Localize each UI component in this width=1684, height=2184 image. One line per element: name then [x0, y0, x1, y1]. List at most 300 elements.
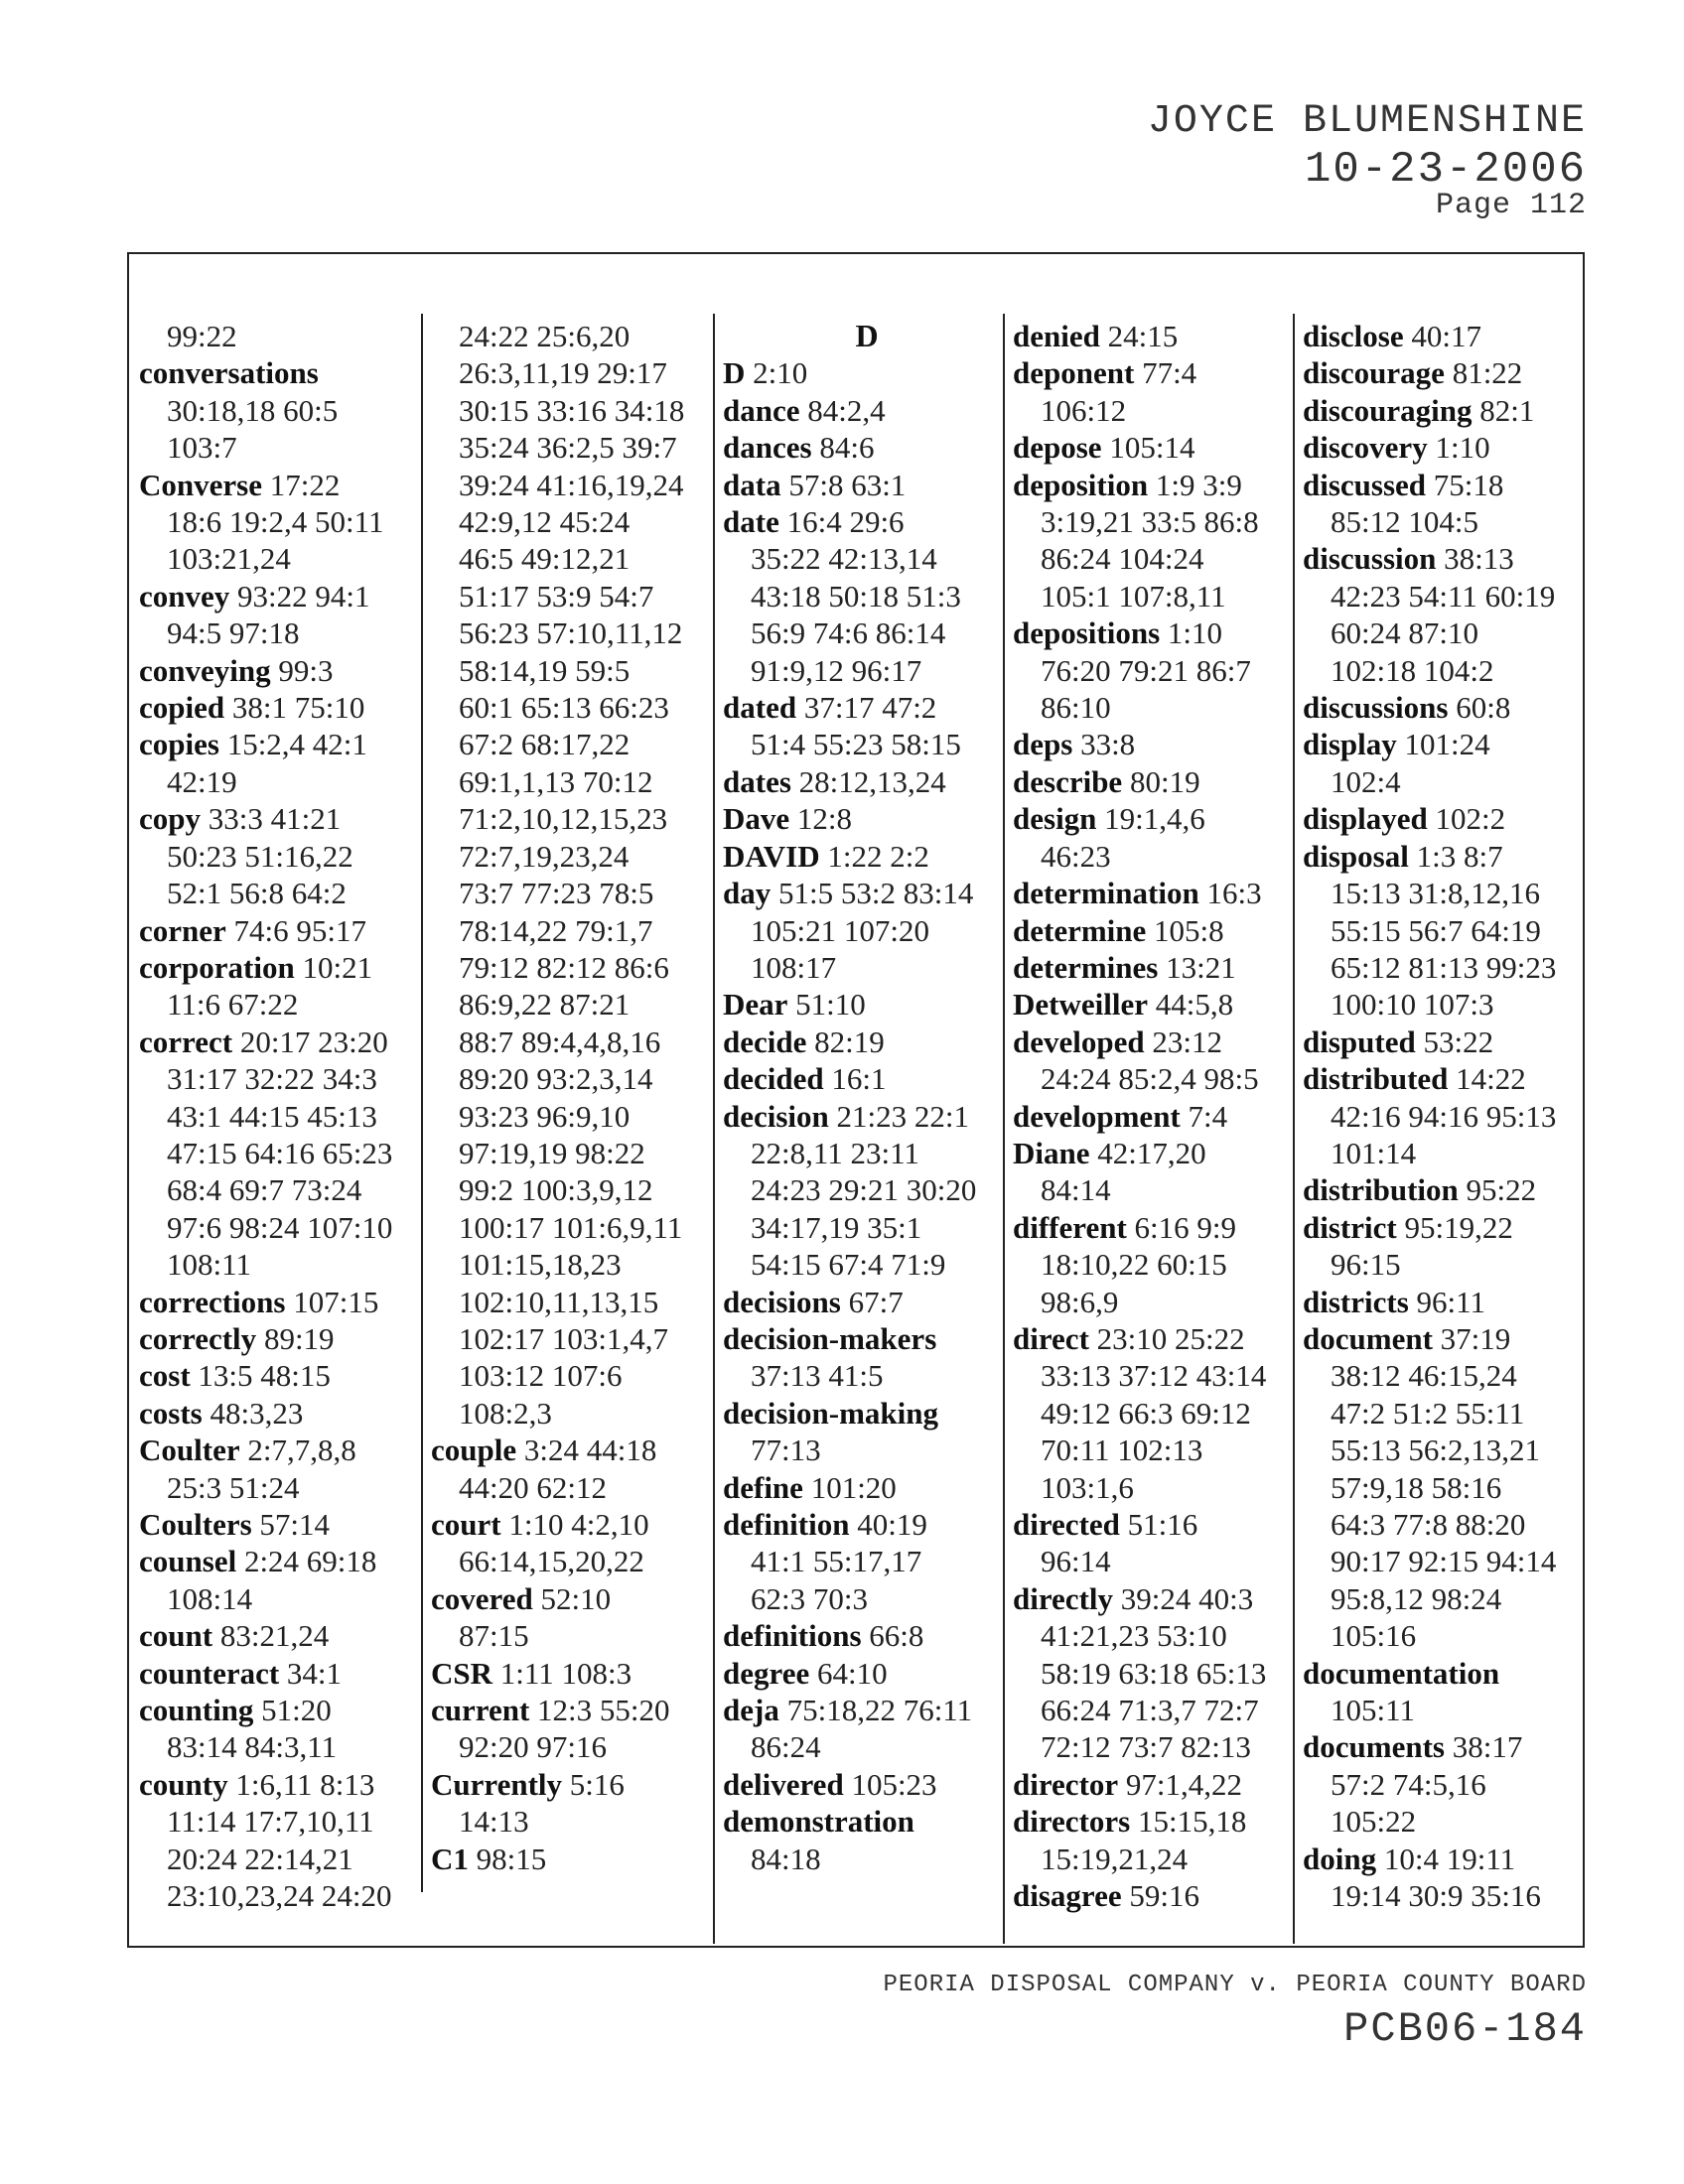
index-entry	[1013, 1024, 1301, 1098]
page-line-reference: 93:22 94:1	[237, 578, 370, 614]
page-line-reference: 89:20 93:2,3,14	[459, 1061, 653, 1097]
page-line-reference: 103:1,6	[1041, 1469, 1134, 1505]
page-line-reference: 31:17 32:22 34:3	[167, 1061, 377, 1097]
page-line-reference: 58:19 63:18 65:13	[1041, 1655, 1267, 1691]
index-entry	[723, 1024, 1011, 1060]
page-line-reference: 44:5,8	[1155, 987, 1234, 1023]
page-line-reference: 47:15 64:16 65:23	[167, 1135, 393, 1170]
index-entry	[139, 726, 419, 800]
page-line-reference: 95:22	[1466, 1172, 1537, 1208]
index-term: convey	[139, 578, 230, 614]
page-line-reference: 1:3 8:7	[1416, 838, 1503, 874]
page-line-reference: 105:22	[1331, 1804, 1417, 1840]
index-entry	[431, 1655, 719, 1692]
index-entry	[1013, 1098, 1301, 1135]
page-line-reference: 86:24	[751, 1729, 821, 1765]
page-line-reference: 38:13	[1444, 541, 1514, 577]
page-line-reference: 42:17,20	[1097, 1135, 1206, 1170]
page-line-reference: 24:22 25:6,20	[459, 319, 631, 353]
page-line-reference: 98:15	[476, 1841, 547, 1876]
page-line-reference: 69:1,1,13 70:12	[459, 763, 653, 799]
page-line-reference: 108:11	[167, 1247, 251, 1283]
index-entry	[1303, 689, 1583, 726]
index-entry	[431, 1841, 719, 1877]
section-letter: D	[855, 318, 879, 353]
index-term: DAVID	[723, 838, 820, 874]
column-divider	[1003, 314, 1005, 1944]
page-line-reference: 23:10 25:22	[1096, 1320, 1245, 1356]
page-line-reference: 102:2	[1435, 801, 1506, 837]
page-line-reference: 70:11 102:13	[1041, 1433, 1203, 1468]
index-entry	[1013, 986, 1301, 1023]
index-term: displayed	[1303, 801, 1428, 837]
deposition-date: 10-23-2006	[1304, 145, 1587, 195]
index-entry	[723, 1655, 1011, 1692]
page-line-reference: 75:18,22 76:11	[786, 1693, 973, 1728]
index-term: deponent	[1013, 355, 1135, 391]
page-line-reference: 94:5 97:18	[167, 615, 300, 651]
page-line-reference: 57:9,18 58:16	[1331, 1469, 1502, 1505]
index-entry	[1013, 1580, 1301, 1766]
index-entry	[1013, 1877, 1301, 1914]
index-term: definition	[723, 1507, 850, 1542]
page-line-reference: 25:3 51:24	[167, 1469, 300, 1505]
index-entry	[1303, 1655, 1583, 1729]
page-line-reference: 24:24 85:2,4 98:5	[1041, 1061, 1259, 1097]
index-entry	[139, 1320, 419, 1357]
index-column-4	[1013, 318, 1301, 1914]
index-term: disagree	[1013, 1878, 1122, 1914]
page-line-reference: 76:20 79:21 86:7	[1041, 652, 1251, 688]
index-entry	[139, 800, 419, 911]
index-entry	[723, 689, 1011, 763]
index-term: corporation	[139, 949, 295, 985]
page-line-reference: 15:13 31:8,12,16	[1331, 876, 1540, 911]
page-line-reference: 101:24	[1404, 727, 1490, 762]
index-entry	[723, 1098, 1011, 1284]
page-line-reference: 49:12 66:3 69:12	[1041, 1395, 1251, 1431]
page-line-reference: 86:10	[1041, 690, 1111, 726]
page-line-reference: 6:16 9:9	[1134, 1209, 1237, 1245]
page-line-reference: 1:10	[1435, 430, 1490, 466]
index-term: delivered	[723, 1766, 844, 1802]
index-entry	[1013, 800, 1301, 875]
index-entry	[139, 1284, 419, 1320]
page-line-reference: 57:14	[259, 1507, 331, 1542]
page-line-reference: 80:19	[1129, 763, 1200, 799]
page-line-reference: 11:6 67:22	[167, 987, 299, 1023]
page-line-reference: 48:3,23	[210, 1395, 304, 1431]
index-entry	[1303, 838, 1583, 1024]
page-line-reference: 24:23 29:21 30:20	[751, 1172, 977, 1208]
page-line-reference: 66:24 71:3,7 72:7	[1041, 1693, 1259, 1728]
page-line-reference: 52:1 56:8 64:2	[167, 876, 347, 911]
index-column-2	[431, 318, 719, 1877]
page-line-reference: 98:6,9	[1041, 1284, 1119, 1319]
page-line-reference: 62:3 70:3	[751, 1580, 868, 1616]
page-line-reference: 59:16	[1129, 1878, 1200, 1914]
index-entry	[139, 1617, 419, 1654]
index-term: copied	[139, 690, 225, 726]
page-line-reference: 41:1 55:17,17	[751, 1544, 922, 1579]
page-line-reference: 30:18,18 60:5	[167, 392, 339, 428]
index-entry	[723, 1320, 1011, 1395]
page-line-reference: 105:8	[1154, 912, 1224, 948]
page-line-reference: 55:13 56:2,13,21	[1331, 1433, 1540, 1468]
page-line-reference: 41:21,23 53:10	[1041, 1618, 1227, 1654]
page-line-reference: 7:4	[1188, 1098, 1228, 1134]
page-line-reference: 33:13 37:12 43:14	[1041, 1358, 1267, 1394]
page-line-reference: 66:8	[869, 1618, 924, 1654]
page-line-reference: 15:19,21,24	[1041, 1841, 1189, 1876]
index-term: correctly	[139, 1320, 257, 1356]
index-entry	[1303, 1284, 1583, 1320]
index-entry	[1303, 540, 1583, 689]
page-line-reference: 57:8 63:1	[788, 467, 907, 502]
index-entry	[723, 503, 1011, 689]
index-term: discussion	[1303, 541, 1437, 577]
index-entry	[139, 1357, 419, 1394]
index-entry	[1303, 467, 1583, 541]
page-line-reference: 96:15	[1331, 1247, 1401, 1283]
index-term: developed	[1013, 1024, 1145, 1059]
index-entry	[723, 1617, 1011, 1654]
page-line-reference: 72:12 73:7 82:13	[1041, 1729, 1251, 1765]
index-entry	[723, 1395, 1011, 1469]
page-line-reference: 19:1,4,6	[1104, 801, 1205, 837]
index-term: Coulter	[139, 1433, 240, 1468]
page-line-reference: 24:15	[1107, 319, 1179, 353]
index-entry	[139, 467, 419, 578]
index-term: copies	[139, 727, 219, 762]
index-entry	[139, 1766, 419, 1915]
index-entry	[431, 1766, 719, 1841]
index-term: directors	[1013, 1804, 1131, 1840]
index-term: county	[139, 1766, 228, 1802]
index-entry	[723, 1284, 1011, 1320]
index-term: director	[1013, 1766, 1119, 1802]
index-term: discourage	[1303, 355, 1445, 391]
index-term: define	[723, 1469, 803, 1505]
page-line-reference: 39:24 41:16,19,24	[459, 467, 684, 502]
index-entry	[1303, 354, 1583, 391]
index-term: copy	[139, 801, 201, 837]
index-term: correct	[139, 1024, 233, 1059]
page-line-reference: 105:21 107:20	[751, 912, 929, 948]
page-line-reference: 97:6 98:24 107:10	[167, 1209, 393, 1245]
index-term: Dave	[723, 801, 790, 837]
index-term: discouraging	[1303, 392, 1473, 428]
index-term: directed	[1013, 1507, 1120, 1542]
page-line-reference: 57:2 74:5,16	[1331, 1766, 1486, 1802]
page-line-reference: 88:7 89:4,4,8,16	[459, 1024, 661, 1059]
page-line-reference: 43:18 50:18 51:3	[751, 578, 961, 614]
page-line-reference: 28:12,13,24	[798, 763, 946, 799]
page-line-reference: 37:17 47:2	[803, 690, 937, 726]
page-line-reference: 19:14 30:9 35:16	[1331, 1878, 1541, 1914]
index-entry	[1013, 912, 1301, 949]
index-entry	[1013, 875, 1301, 911]
index-term: design	[1013, 801, 1097, 837]
index-frame	[127, 252, 1585, 1948]
index-term: decide	[723, 1024, 807, 1059]
page-line-reference: 93:23 96:9,10	[459, 1098, 631, 1134]
index-column-1	[139, 318, 419, 1914]
page-line-reference: 72:7,19,23,24	[459, 838, 630, 874]
page-line-reference: 77:4	[1142, 355, 1197, 391]
index-entry	[1303, 318, 1583, 354]
page-line-reference: 42:23 54:11 60:19	[1331, 578, 1556, 614]
index-entry	[139, 1655, 419, 1692]
page-line-reference: 42:9,12 45:24	[459, 504, 631, 540]
index-term: depositions	[1013, 615, 1161, 651]
index-entry	[723, 838, 1011, 875]
index-term: couple	[431, 1433, 517, 1468]
page-line-reference: 16:4 29:6	[786, 504, 905, 540]
index-entry	[723, 1060, 1011, 1097]
index-term: display	[1303, 727, 1397, 762]
page-line-reference: 51:5 53:2 83:14	[778, 876, 974, 911]
index-column-3	[723, 318, 1011, 1877]
index-entry	[431, 318, 719, 1432]
page-line-reference: 103:7	[167, 430, 237, 466]
index-term: determination	[1013, 876, 1199, 911]
index-term: directly	[1013, 1580, 1114, 1616]
index-term: determines	[1013, 949, 1159, 985]
deponent-name: JOYCE BLUMENSHINE	[1147, 99, 1587, 144]
index-term: Currently	[431, 1766, 563, 1802]
index-entry	[1013, 1766, 1301, 1803]
page-line-reference: 22:8,11 23:11	[751, 1135, 919, 1170]
page-line-reference: 37:13 41:5	[751, 1358, 884, 1394]
page-line-reference: 96:14	[1041, 1544, 1111, 1579]
page-line-reference: 86:9,22 87:21	[459, 987, 631, 1023]
case-caption: PEORIA DISPOSAL COMPANY v. PEORIA COUNTY BOARD	[883, 1972, 1587, 1998]
index-entry	[139, 578, 419, 652]
page-line-reference: 60:8	[1456, 690, 1511, 726]
page-line-reference: 95:8,12 98:24	[1331, 1580, 1502, 1616]
index-term: decision-making	[723, 1395, 939, 1431]
page-line-reference: 67:7	[848, 1284, 904, 1319]
page-line-reference: 84:2,4	[807, 392, 886, 428]
page-line-reference: 99:3	[278, 652, 334, 688]
index-entry	[1303, 1060, 1583, 1171]
index-entry	[1303, 429, 1583, 466]
page-line-reference: 105:23	[851, 1766, 937, 1802]
index-entry	[1013, 467, 1301, 615]
page-line-reference: 74:6 95:17	[233, 912, 367, 948]
index-entry	[1303, 1171, 1583, 1208]
page-line-reference: 106:12	[1041, 392, 1127, 428]
page-line-reference: 108:14	[167, 1580, 253, 1616]
index-term: describe	[1013, 763, 1123, 799]
page-line-reference: 20:17 23:20	[239, 1024, 388, 1059]
page-line-reference: 1:10	[1167, 615, 1223, 651]
page-line-reference: 51:17 53:9 54:7	[459, 578, 654, 614]
page-line-reference: 71:2,10,12,15,23	[459, 801, 668, 837]
page-line-reference: 42:16 94:16 95:13	[1331, 1098, 1557, 1134]
page-line-reference: 55:15 56:7 64:19	[1331, 912, 1541, 948]
index-term: denied	[1013, 319, 1100, 353]
page-line-reference: 40:19	[857, 1507, 927, 1542]
page-line-reference: 84:14	[1041, 1172, 1111, 1208]
page-line-reference: 97:1,4,22	[1125, 1766, 1243, 1802]
page-line-reference: 107:15	[293, 1284, 379, 1319]
index-entry	[723, 763, 1011, 800]
page-line-reference: 37:19	[1440, 1320, 1511, 1356]
index-entry	[723, 1766, 1011, 1803]
index-term: counteract	[139, 1655, 280, 1691]
page-line-reference: 10:21	[302, 949, 373, 985]
page-line-reference: 43:1 44:15 45:13	[167, 1098, 377, 1134]
index-entry	[1303, 1209, 1583, 1284]
page-line-reference: 64:3 77:8 88:20	[1331, 1507, 1526, 1542]
page-line-reference: 12:8	[796, 801, 853, 837]
index-entry	[1013, 1135, 1301, 1209]
index-term: direct	[1013, 1320, 1089, 1356]
page-line-reference: 23:12	[1152, 1024, 1222, 1059]
page-line-reference: 34:1	[286, 1655, 343, 1691]
index-term: disputed	[1303, 1024, 1416, 1059]
index-entry	[1303, 1024, 1583, 1060]
index-term: current	[431, 1693, 530, 1728]
page-line-reference: 1:11 108:3	[499, 1655, 632, 1691]
page-line-reference: 14:13	[459, 1804, 529, 1840]
page-line-reference: 95:19,22	[1404, 1209, 1513, 1245]
page-line-reference: 15:15,18	[1137, 1804, 1247, 1840]
index-entry	[1013, 726, 1301, 762]
page-line-reference: 100:10 107:3	[1331, 987, 1494, 1023]
index-entry	[139, 949, 419, 1024]
index-entry	[1013, 1320, 1301, 1506]
index-term: costs	[139, 1395, 203, 1431]
page-line-reference: 85:12 104:5	[1331, 504, 1478, 540]
index-entry	[723, 429, 1011, 466]
page-line-reference: 3:19,21 33:5 86:8	[1041, 504, 1259, 540]
index-term: count	[139, 1618, 213, 1654]
page-line-reference: 67:2 68:17,22	[459, 727, 631, 762]
page-line-reference: 1:10 4:2,10	[508, 1507, 649, 1542]
index-entry	[139, 652, 419, 689]
index-term: discovery	[1303, 430, 1428, 466]
page-line-reference: 53:22	[1423, 1024, 1494, 1059]
page-line-reference: 90:17 92:15 94:14	[1331, 1544, 1557, 1579]
page-line-reference: 39:24 40:3	[1120, 1580, 1254, 1616]
index-term: decisions	[723, 1284, 841, 1319]
page-line-reference: 101:14	[1331, 1135, 1417, 1170]
page-line-reference: 1:22 2:2	[827, 838, 929, 874]
page-line-reference: 102:4	[1331, 763, 1401, 799]
index-entry	[139, 1506, 419, 1543]
page-line-reference: 97:19,19 98:22	[459, 1135, 645, 1170]
page-line-reference: 102:17 103:1,4,7	[459, 1320, 668, 1356]
page-line-reference: 73:7 77:23 78:5	[459, 876, 654, 911]
page-line-reference: 10:4 19:11	[1383, 1841, 1516, 1876]
index-entry	[1013, 949, 1301, 986]
index-term: Detweiller	[1013, 987, 1148, 1023]
page-line-reference: 60:1 65:13 66:23	[459, 690, 669, 726]
page-line-reference: 100:17 101:6,9,11	[459, 1209, 683, 1245]
index-term: decision-makers	[723, 1320, 937, 1356]
page-line-reference: 26:3,11,19 29:17	[459, 355, 667, 391]
index-entry	[139, 912, 419, 949]
page-line-reference: 64:10	[816, 1655, 888, 1691]
page-line-reference: 101:20	[810, 1469, 897, 1505]
page-line-reference: 66:14,15,20,22	[459, 1544, 644, 1579]
index-term: Converse	[139, 467, 262, 502]
page-line-reference: 51:4 55:23 58:15	[751, 727, 961, 762]
page-line-reference: 40:17	[1411, 319, 1481, 353]
index-term: conveying	[139, 652, 271, 688]
index-term: Diane	[1013, 1135, 1090, 1170]
page-line-reference: 65:12 81:13 99:23	[1331, 949, 1557, 985]
index-term: cost	[139, 1358, 191, 1394]
index-entry	[1303, 726, 1583, 800]
index-term: counting	[139, 1693, 254, 1728]
index-term: counsel	[139, 1544, 237, 1579]
index-entry	[723, 1469, 1011, 1506]
index-term: districts	[1303, 1284, 1409, 1319]
index-entry	[139, 1432, 419, 1506]
index-entry	[139, 318, 419, 354]
page-line-reference: 46:23	[1041, 838, 1111, 874]
index-entry	[1013, 429, 1301, 466]
column-divider	[1293, 314, 1295, 1944]
index-term: day	[723, 876, 772, 911]
page-line-reference: 11:14 17:7,10,11	[167, 1804, 374, 1840]
page-line-reference: 2:10	[753, 355, 808, 391]
page-line-reference: 83:21,24	[219, 1618, 330, 1654]
page-line-reference: 83:14 84:3,11	[167, 1729, 338, 1765]
page-line-reference: 103:21,24	[167, 541, 291, 577]
index-entry	[723, 986, 1011, 1023]
index-term: deps	[1013, 727, 1073, 762]
index-entry	[1013, 763, 1301, 800]
index-term: doing	[1303, 1841, 1377, 1876]
page-line-reference: 3:24 44:18	[523, 1433, 657, 1468]
page-line-reference: 2:7,7,8,8	[247, 1433, 356, 1468]
index-term: Coulters	[139, 1507, 252, 1542]
page-line-reference: 102:10,11,13,15	[459, 1284, 659, 1319]
page-line-reference: 30:15 33:16 34:18	[459, 392, 685, 428]
page-line-reference: 105:16	[1331, 1618, 1417, 1654]
page-line-reference: 84:18	[751, 1841, 821, 1876]
index-term: demonstration	[723, 1804, 914, 1840]
page-line-reference: 86:24 104:24	[1041, 541, 1204, 577]
index-term: D	[723, 355, 746, 391]
page-line-reference: 5:16	[569, 1766, 625, 1802]
index-entry	[723, 467, 1011, 503]
page-line-reference: 52:10	[540, 1580, 612, 1616]
page-line-reference: 1:6,11 8:13	[235, 1766, 375, 1802]
index-entry	[1303, 1320, 1583, 1655]
page-line-reference: 92:20 97:16	[459, 1729, 607, 1765]
page-line-reference: 99:22	[167, 319, 237, 353]
index-entry	[1013, 1209, 1301, 1320]
page-line-reference: 14:22	[1456, 1061, 1526, 1097]
page-line-reference: 82:1	[1479, 392, 1535, 428]
page-line-reference: 102:18 104:2	[1331, 652, 1494, 688]
index-entry	[723, 392, 1011, 429]
page-line-reference: 1:9 3:9	[1155, 467, 1242, 502]
page-line-reference: 108:17	[751, 949, 837, 985]
index-entry	[1013, 354, 1301, 429]
index-term: data	[723, 467, 781, 502]
index-entry	[139, 1543, 419, 1617]
index-term: corner	[139, 912, 226, 948]
index-term: corrections	[139, 1284, 286, 1319]
page-line-reference: 81:22	[1452, 355, 1523, 391]
